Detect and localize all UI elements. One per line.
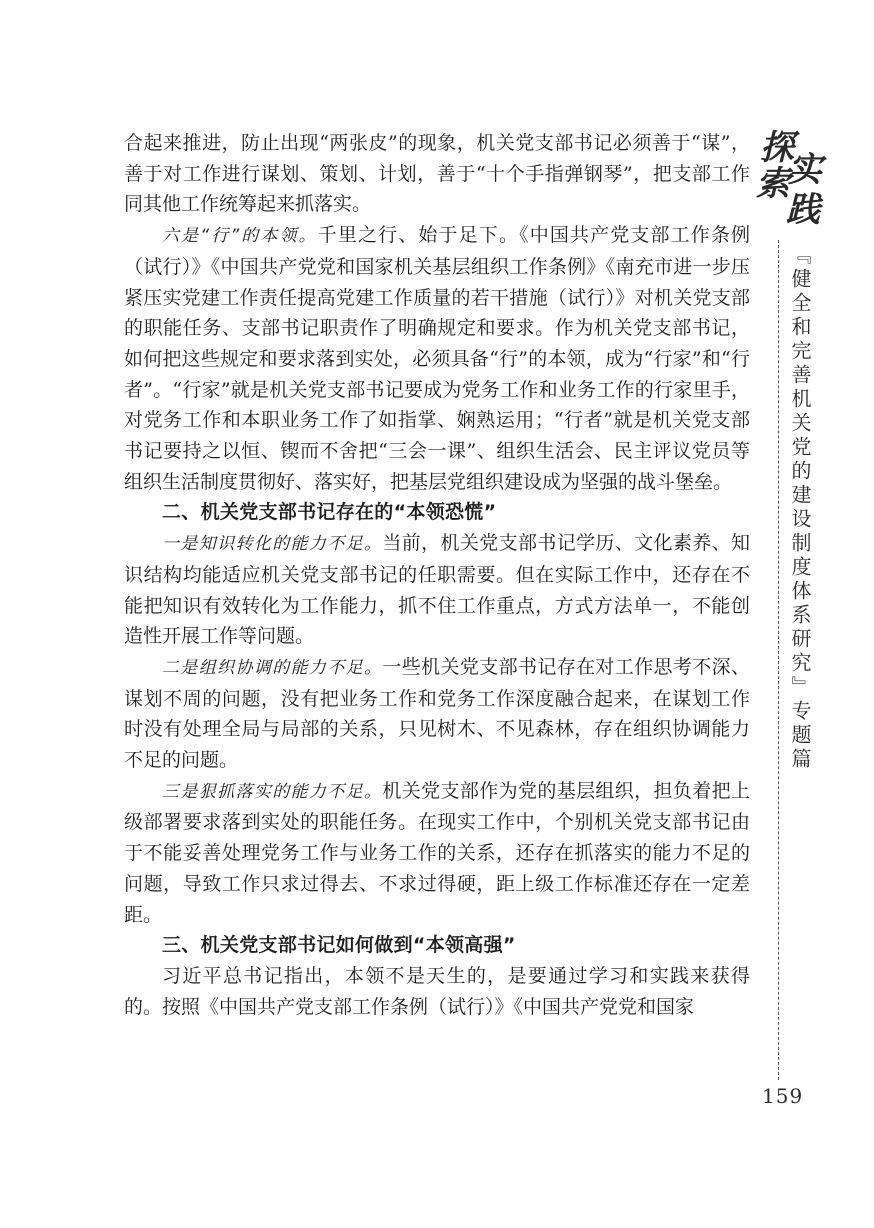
paragraph-lead: 三是狠抓落实的能力不足。 (162, 781, 383, 802)
section-calligraphy-mark (756, 120, 822, 230)
paragraph-body: 机关党支部作为党的基层组织，担负着把上级部署要求落到实处的职能任务。在现实工作中，个别机关党支部书记由于不能妥善处理党务工作与业务工作的关系，还存在抓落实的能力不足的问题，导致工作只求过得去、不求过得硬，距上级工作标准还存在一定差距。 (124, 779, 750, 926)
margin-divider (778, 240, 779, 1080)
calligraphy-char: 索 (756, 164, 790, 204)
paragraph-lead: 二是组织协调的能力不足。 (162, 657, 383, 678)
paragraph (124, 652, 750, 776)
section-heading: 二、机关党支部书记存在的“本领恐慌” (162, 501, 497, 524)
calligraphy-char: 探 (760, 128, 794, 168)
paragraph: 习近平总书记指出，本领不是天生的，是要通过学习和实践来获得的。按照《中国共产党支部工作条例（试行）》《中国共产党党和国家 (124, 964, 750, 1018)
paragraph (124, 220, 750, 497)
body-text (124, 128, 750, 1022)
running-section-title: 『健全和完善机关党的建设制度体系研究』专题篇 (788, 244, 812, 772)
paragraph: 合起来推进，防止出现“两张皮”的现象，机关党支部书记必须善于“谋”，善于对工作进行谋划、策划、计划，善于“十个手指弹钢琴”，把支部工作同其他工作统筹起来抓落实。 (124, 132, 750, 216)
calligraphy-char: 践 (786, 190, 820, 230)
paragraph (124, 776, 750, 931)
paragraph-body: 千里之行、始于足下。《中国共产党支部工作条例（试行）》《中国共产党党和国家机关基层组织工作条例》《南充市进一步压紧压实党建工作责任提高党建工作质量的若干措施（试行）》对机关党支部的职能任务、支部书记职责作了明确规定和要求。作为机关党支部书记，如何把这些规定和要求落到实处，必须具备“行”的本领，成为“行家”和“行者”。“行家”就是机关党支部书记要成为党务工作和业务工作的行家里手，对党务工作和本职业务工作了如指掌、娴熟运用；“行者”就是机关党支部书记要持之以恒、锲而不舍把“三会一课”、组织生活会、民主评议党员等组织生活制度贯彻好、落实好，把基层党组织建设成为坚强的战斗堡垒。 (124, 224, 750, 493)
paragraph (124, 528, 750, 652)
paragraph-lead: 六是“行”的本领。 (162, 226, 318, 247)
paragraph-lead: 一是知识转化的能力不足。 (162, 534, 383, 555)
section-heading: 三、机关党支部书记如何做到“本领高强” (162, 934, 516, 957)
paragraph-body: 一些机关党支部书记存在对工作思考不深、谋划不周的问题，没有把业务工作和党务工作深度融合起来，在谋划工作时没有处理全局与局部的关系，只见树木、不见森林，存在组织协调能力不足的问题。 (124, 655, 750, 772)
calligraphy-char: 实 (788, 150, 822, 190)
page-number: 159 (762, 1084, 804, 1108)
paragraph-body: 当前，机关党支部书记学历、文化素养、知识结构均能适应机关党支部书记的任职需要。但在实际工作中，还存在不能把知识有效转化为工作能力，抓不住工作重点，方式方法单一，不能创造性开展工作等问题。 (124, 532, 750, 648)
